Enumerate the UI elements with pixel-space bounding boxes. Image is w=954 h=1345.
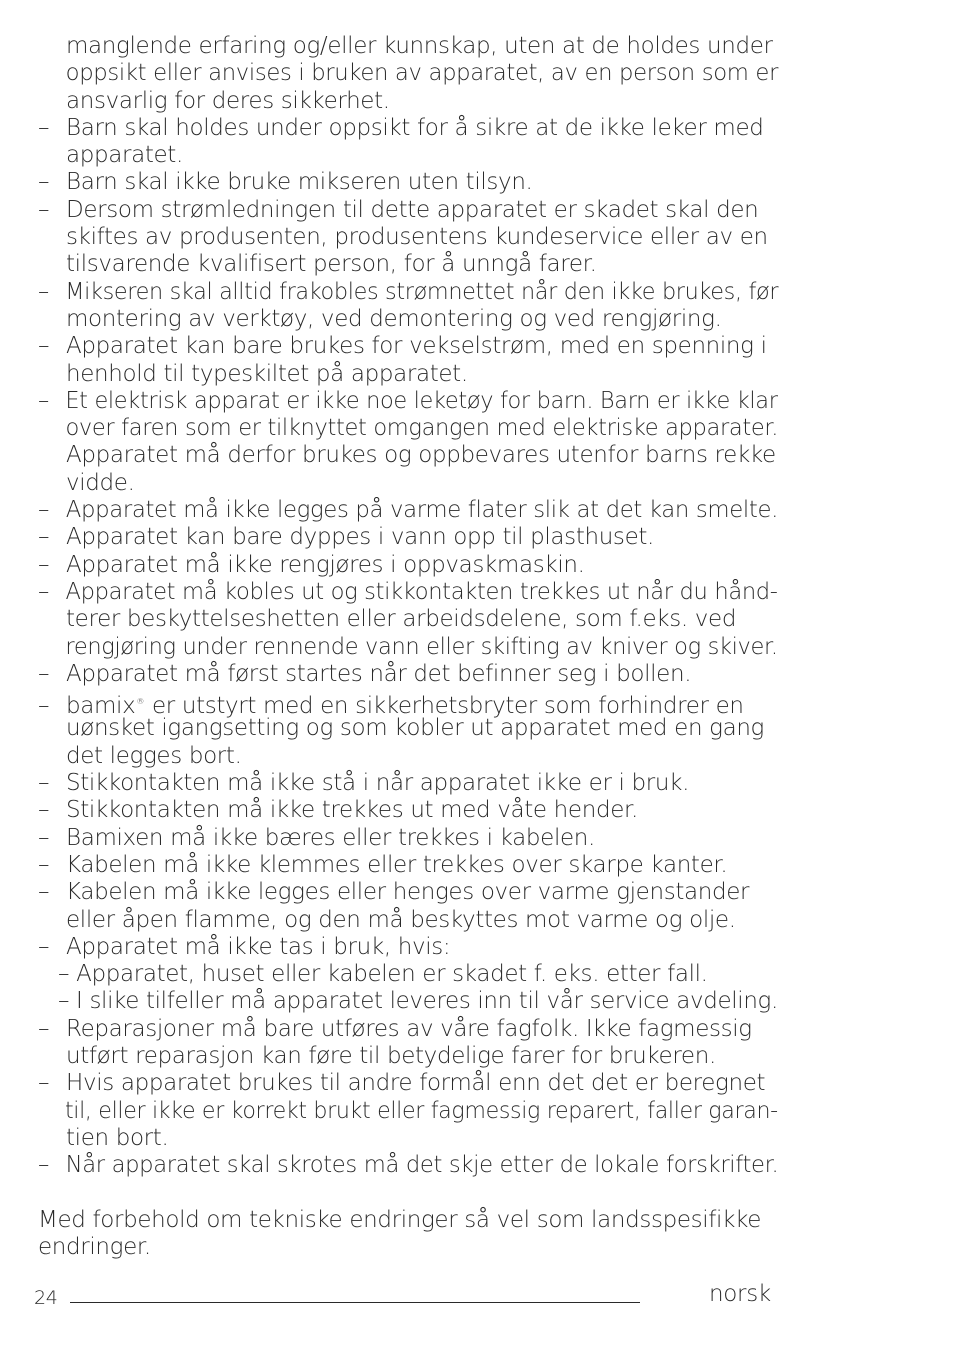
list-item-line	[38, 852, 778, 879]
list-dash: –	[38, 693, 50, 720]
list-item-text: Mikseren skal alltid frakobles strømnettet når den ikke brukes, før	[65, 278, 779, 305]
list-item-line	[38, 1043, 778, 1070]
list-item-line	[38, 497, 779, 524]
list-item-line	[38, 197, 778, 224]
list-item-text: er utstyrt med en sikkerhetsbryter som forhindrer en	[145, 693, 744, 720]
list-item-line	[38, 524, 778, 551]
list-item-text: Apparatet må derfor brukes og oppbevares utenfor barns rekke	[66, 442, 776, 469]
note-line: Med forbehold om tekniske endringer så vel som landsspesifikke	[38, 1206, 762, 1233]
list-item-text: Apparatet må ikke rengjøres i oppvaskmaskin.	[66, 551, 585, 578]
list-item-line	[38, 633, 778, 661]
list-dash: –	[38, 933, 50, 960]
list-dash: –	[38, 824, 50, 851]
list-item-line	[38, 934, 778, 961]
list-item-text: – I slike tilfeller må apparatet leveres inn til vår service avdeling.	[57, 988, 778, 1015]
list-dash: –	[38, 660, 50, 687]
list-dash: –	[38, 387, 49, 414]
list-dash: –	[38, 770, 50, 797]
list-item-line	[38, 825, 778, 852]
list-item-text: tilsvarende kvalifisert person, for å unngå farer.	[66, 251, 597, 278]
list-item-line	[38, 88, 778, 115]
list-item-text: Apparatet må ikke legges på varme flater slik at det kan smelte.	[65, 497, 779, 524]
list-item-text: Når apparatet skal skrotes må det skje etter de lokale forskrifter.	[65, 1152, 779, 1179]
list-item-text: Apparatet må først startes når det befinner seg i bollen.	[66, 660, 692, 687]
list-item-line	[38, 743, 778, 770]
list-item-text: Stikkontakten må ikke trekkes ut med våte hender.	[66, 797, 638, 824]
list-dash: –	[38, 1015, 50, 1042]
list-item-text: Reparasjoner må bare utføres av våre fagfolk. Ikke fagmessig	[66, 1015, 752, 1042]
list-dash: –	[38, 333, 50, 360]
list-item-text: Barn skal holdes under oppsikt for å sikre at de ikke leker med	[66, 114, 764, 141]
list-item-text: rengjøring under rennende vann eller skifting av kniver og skiver.	[65, 633, 778, 660]
list-item-text: eller åpen flamme, og den må beskyttes mot varme og olje.	[66, 906, 736, 933]
list-item-text: vidde.	[66, 469, 135, 496]
list-item-line	[38, 142, 778, 169]
safety-instructions-list-continued	[38, 715, 778, 1179]
list-item-line	[38, 578, 778, 606]
list-item-text: uønsket igangsetting og som kobler ut apparatet med en gang	[66, 715, 765, 742]
list-item-bamix	[38, 688, 778, 720]
list-item-text: – Apparatet, huset eller kabelen er skadet f. eks. etter fall.	[58, 961, 708, 988]
list-item-text: tien bort.	[66, 1124, 169, 1151]
safety-instructions-list	[38, 33, 778, 688]
list-item-text: Dersom strømledningen til dette apparatet er skadet skal den	[66, 196, 759, 223]
document-body	[38, 33, 778, 1261]
list-item-line	[38, 278, 779, 306]
list-item-line	[38, 1097, 778, 1125]
brand-name: bamix	[66, 693, 136, 720]
list-item-line	[38, 1125, 778, 1152]
list-item-text: Apparatet må ikke tas i bruk, hvis:	[66, 933, 451, 960]
disclaimer-note	[38, 1207, 778, 1262]
list-item-text: Kabelen må ikke legges eller henges over varme gjenstander	[66, 879, 750, 906]
list-item-line	[38, 60, 779, 87]
list-item-text: det legges bort.	[66, 742, 242, 769]
list-item-text: apparatet.	[66, 142, 183, 169]
list-item-line	[38, 715, 778, 742]
list-item-line	[38, 251, 778, 278]
list-item-line	[38, 879, 778, 906]
list-dash: –	[38, 1070, 50, 1097]
list-item-line	[38, 387, 778, 415]
list-item-line	[38, 1152, 779, 1179]
list-item-text: Et elektrisk apparat er ikke noe leketøy for barn. Barn er ikke klar	[65, 387, 778, 414]
list-dash: –	[38, 196, 50, 223]
list-dash: –	[38, 114, 50, 141]
list-item-line	[38, 33, 778, 60]
list-dash: –	[38, 169, 50, 196]
list-item-line	[38, 907, 778, 934]
list-item-text: utført reparasjon kan føre til betydelige farer for brukeren.	[66, 1042, 716, 1069]
list-item-text: skiftes av produsenten, produsentens kundeservice eller av en	[66, 224, 768, 251]
list-item-text: over faren som er tilknyttet omgangen med elektriske apparater.	[65, 415, 779, 442]
list-item-text: ansvarlig for deres sikkerhet.	[66, 87, 390, 114]
page-number: 24	[34, 1287, 58, 1309]
list-item-line	[38, 169, 778, 196]
list-item-text: henhold til typeskiltet på apparatet.	[66, 360, 468, 387]
list-item-line	[38, 442, 778, 469]
list-item-line	[38, 333, 778, 360]
list-item-line	[38, 988, 777, 1015]
list-item-text: Apparatet må kobles ut og stikkontakten trekkes ut når du hånd-	[65, 578, 778, 605]
list-item-line	[38, 361, 778, 388]
note-line: endringer.	[38, 1234, 151, 1261]
list-item-text: montering av verktøy, ved demontering og ved rengjøring.	[66, 305, 722, 332]
list-item-line	[38, 661, 778, 688]
list-item-line	[38, 606, 778, 633]
list-item-text: Apparatet kan bare brukes for vekselstrøm, med en spenning i	[66, 333, 767, 360]
list-item-line	[38, 224, 778, 251]
list-item-text: oppsikt eller anvises i bruken av apparatet, av en person som er	[65, 60, 779, 87]
list-item-line	[38, 961, 778, 988]
list-dash: –	[38, 879, 50, 906]
footer-divider	[70, 1302, 640, 1303]
list-item-line	[38, 1070, 778, 1097]
list-item-line	[38, 470, 778, 497]
list-dash: –	[38, 278, 49, 305]
list-item-line	[38, 770, 778, 797]
list-item-text: Bamixen må ikke bæres eller trekkes i kabelen.	[66, 824, 595, 851]
list-item-text: Hvis apparatet brukes til andre formål enn det det er beregnet	[66, 1070, 766, 1097]
list-item-text: Barn skal ikke bruke mikseren uten tilsyn.	[66, 169, 533, 196]
list-dash: –	[38, 497, 50, 524]
list-dash: –	[38, 551, 50, 578]
list-item-line	[38, 797, 778, 824]
list-item-line	[38, 115, 778, 142]
registered-mark: ®	[136, 697, 145, 707]
list-item-text: til, eller ikke er korrekt brukt eller fagmessig reparert, faller garan-	[64, 1097, 778, 1124]
list-dash: –	[38, 851, 50, 878]
list-item-text: Stikkontakten må ikke stå i når apparatet ikke er i bruk.	[66, 770, 690, 797]
language-label: norsk	[709, 1281, 771, 1307]
list-item-line	[38, 306, 778, 333]
list-dash: –	[38, 578, 49, 605]
page-footer	[0, 1280, 954, 1320]
list-item-line	[38, 552, 778, 579]
list-item-line	[38, 1016, 778, 1043]
list-dash: –	[38, 524, 50, 551]
list-item-text: terer beskyttelseshetten eller arbeidsdelene, som f.eks. ved	[66, 606, 737, 633]
list-dash: –	[38, 1152, 49, 1179]
list-dash: –	[38, 797, 50, 824]
list-item-text: manglende erfaring og/eller kunnskap, uten at de holdes under	[66, 33, 773, 59]
list-item-text: Apparatet kan bare dyppes i vann opp til plasthuset.	[66, 524, 654, 551]
list-item-line	[38, 415, 779, 442]
list-item-text: Kabelen må ikke klemmes eller trekkes over skarpe kanter.	[66, 851, 728, 878]
